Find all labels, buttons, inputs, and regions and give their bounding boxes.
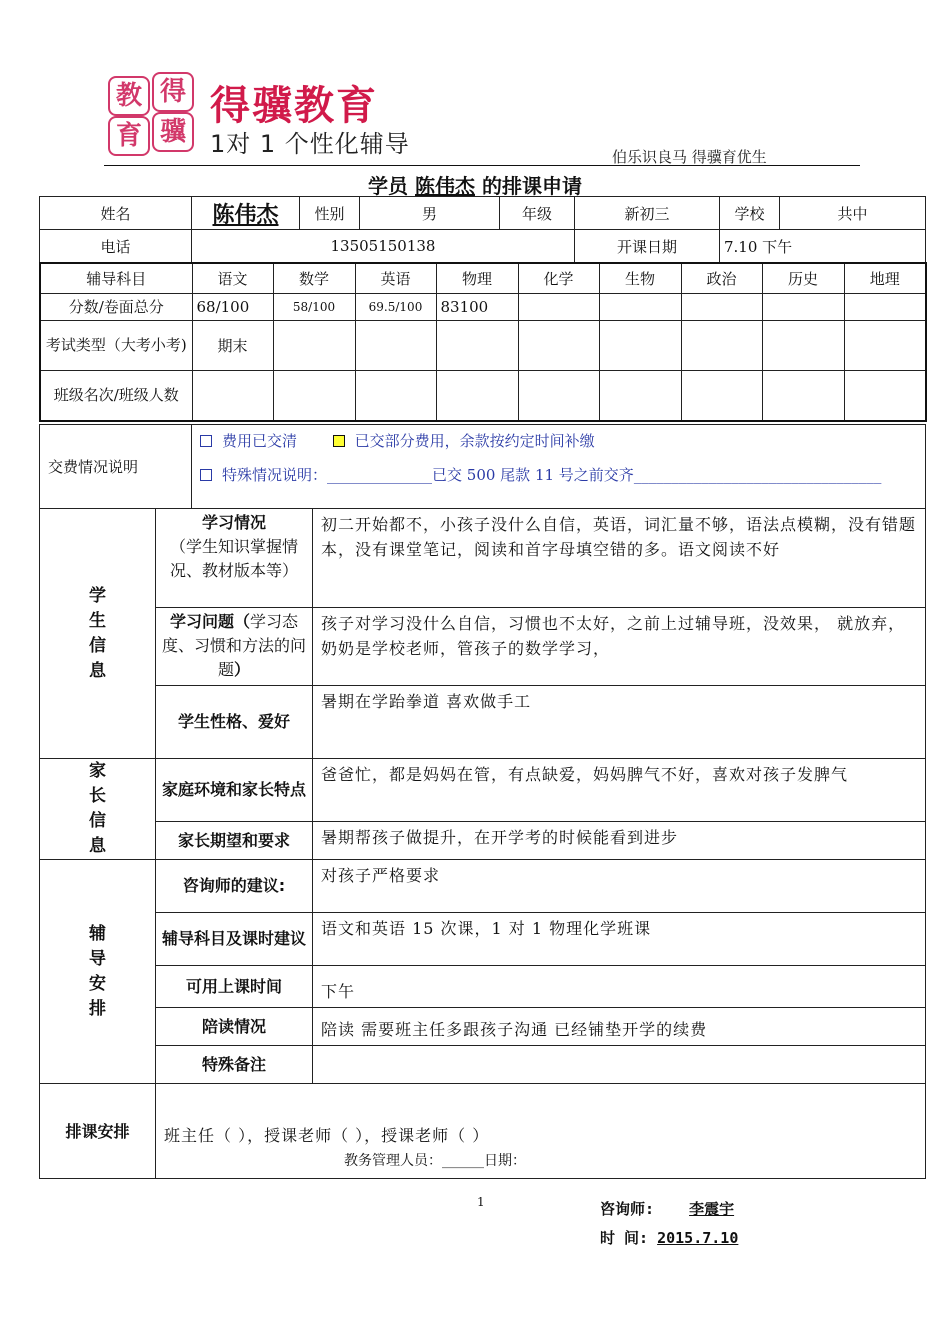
section-char: 家 [89,761,106,781]
rank-cell [518,370,599,421]
subject-name: 物理 [436,263,518,293]
brand-subtitle: 1对 1 个性化辅导 [210,130,410,158]
student-name-text: 陈伟杰 [212,202,279,228]
seal-char: 教 [108,76,150,116]
subject-name: 历史 [762,263,844,293]
fee-blank: _________________________________ [633,466,882,484]
fee-partial-checkbox[interactable] [333,435,345,447]
section-char: 辅 [89,923,106,944]
score-cell: 58/100 [273,293,355,320]
exam-type-cell [518,320,599,370]
rank-cell [681,370,762,421]
section-char: 息 [89,660,106,681]
rank-cell [436,370,518,421]
start-date-label: 开课日期 [575,230,720,263]
section-char: 长 [89,786,106,806]
scores-row [40,293,926,320]
brand-name: 得骥教育 [210,83,378,129]
problem-label-end: ） [234,660,251,679]
section-char: 生 [89,610,106,631]
title-student-name: 陈伟杰 [415,174,475,198]
fee-label: 交费情况说明 [40,425,192,509]
fee-special-text: 已交 500 尾款 11 号之前交齐 [432,466,634,484]
arrangement-section-label [40,860,156,1084]
available-time-label: 可用上课时间 [156,966,313,1008]
subject-hours-value: 语文和英语 15 次课，1 对 1 物理化学班课 [313,913,926,966]
seal-char: 得 [152,72,194,112]
study-situation-label [156,509,313,608]
remark-label: 特殊备注 [156,1046,313,1084]
school-value: 共中 [780,197,926,230]
schedule-admin [164,1148,917,1174]
name-label: 姓名 [40,197,192,230]
admin-blank: ______ [442,1153,484,1169]
exam-type-cell [273,320,355,370]
student-name [192,197,300,230]
time-line [600,1227,738,1248]
fee-special-label: 特殊情况说明： [222,466,328,484]
fee-blank: ______________ [327,466,433,484]
score-cell: 83100 [436,293,518,320]
exam-type-cell: 期末 [192,320,273,370]
fee-options [192,425,926,509]
section-char: 学 [89,585,106,606]
score-cell [599,293,681,320]
fee-option-paid: 费用已交清 [222,432,298,450]
details-table [39,508,926,1179]
gender-label: 性别 [300,197,360,230]
subject-name: 地理 [844,263,926,293]
exam-type-cell [762,320,844,370]
score-label: 分数/卷面总分 [40,293,192,320]
study-problem-value: 孩子对学习没什么自信，习惯也不太好，之前上过辅导班，没效果， 就放弃， 奶奶是学校老师，管孩子的数学学习， [313,608,926,686]
exam-type-cell [355,320,436,370]
problem-label-title: 学习问题（ [169,612,250,631]
subject-name: 英语 [355,263,436,293]
school-label: 学校 [720,197,780,230]
phone-label: 电话 [40,230,192,263]
rank-cell [192,370,273,421]
study-label-note: （学生知识掌握情况、教材版本等） [169,537,298,580]
score-cell: 69.5/100 [355,293,436,320]
parent-expect-label: 家长期望和要求 [156,822,313,860]
document-title [0,170,950,199]
schedule-value [156,1084,926,1179]
header-divider [104,165,860,166]
seal-char: 骥 [152,112,194,152]
date-label: 日期： [484,1153,526,1169]
time-value: 2015.7.10 [657,1229,739,1247]
accompany-value: 陪读 需要班主任多跟孩子沟通 已经铺垫开学的续费 [313,1008,926,1046]
subjects-header-row [40,263,926,293]
fee-special-checkbox[interactable] [200,469,212,481]
grade-label: 年级 [500,197,575,230]
rank-cell [844,370,926,421]
section-char: 信 [89,811,106,831]
consultant-label: 咨询师: [600,1200,655,1218]
rank-cell [599,370,681,421]
basic-info-table [39,196,926,263]
problem-label-note: 学习态度、习惯和方法的问题 [161,612,306,679]
section-char: 安 [89,973,106,994]
rank-label: 班级名次/班级人数 [40,370,192,421]
family-env-label: 家庭环境和家长特点 [156,759,313,822]
score-cell [518,293,599,320]
rank-row [40,370,926,421]
study-situation-value: 初二开始都不，小孩子没什么自信，英语，词汇量不够，语法点模糊，没有错题本，没有课堂笔记，阅读和首字母填空错的多。语文阅读不好 [313,509,926,608]
score-cell [681,293,762,320]
section-char: 排 [89,998,106,1019]
logo-seal [108,72,194,154]
advice-value: 对孩子严格要求 [313,860,926,913]
grade-value: 新初三 [575,197,720,230]
study-problem-label [156,608,313,686]
exam-type-row [40,320,926,370]
seal-char: 育 [108,116,150,156]
advice-label: 咨询师的建议: [156,860,313,913]
fee-option-partial: 已交部分费用，余款按约定时间补缴 [354,432,595,450]
parent-expect-value: 暑期帮孩子做提升，在开学考的时候能看到进步 [313,822,926,860]
page-number: 1 [477,1195,485,1209]
character-label: 学生性格、爱好 [156,686,313,759]
start-date-value: 7.10 下午 [720,230,926,263]
exam-type-label: 考试类型（大考小考) [40,320,192,370]
rank-cell [355,370,436,421]
subject-name: 化学 [518,263,599,293]
remark-value [313,1046,926,1084]
accompany-label: 陪读情况 [156,1008,313,1046]
score-cell: 68/100 [192,293,273,320]
phone-value: 13505150138 [192,230,575,263]
available-time-value: 下午 [313,966,926,1008]
family-env-value: 爸爸忙，都是妈妈在管，有点缺爱，妈妈脾气不好，喜欢对孩子发脾气 [313,759,926,822]
rank-cell [762,370,844,421]
subjects-table [39,262,927,422]
motto: 伯乐识良马 得骥育优生 [612,148,767,166]
section-char: 息 [89,836,106,856]
section-char: 导 [89,948,106,969]
subject-header-label: 辅导科目 [40,263,192,293]
schedule-teachers: 班主任（ ），授课老师（ ），授课老师（ ） [164,1126,490,1145]
consultant-name: 李震宇 [689,1200,735,1218]
gender-value: 男 [360,197,500,230]
exam-type-cell [844,320,926,370]
subject-hours-label: 辅导科目及课时建议 [156,913,313,966]
score-cell [844,293,926,320]
subject-name: 政治 [681,263,762,293]
schedule-label: 排课安排 [40,1084,156,1179]
subject-name: 语文 [192,263,273,293]
study-label-title: 学习情况 [201,513,266,532]
character-value: 暑期在学跆拳道 喜欢做手工 [313,686,926,759]
title-prefix: 学员 [368,174,415,198]
subject-name: 数学 [273,263,355,293]
title-suffix: 的排课申请 [475,174,582,198]
exam-type-cell [681,320,762,370]
fee-table [39,424,926,509]
subject-name: 生物 [599,263,681,293]
section-char: 信 [89,635,106,656]
time-label: 时 间: [600,1229,649,1247]
score-cell [762,293,844,320]
consultant-line [600,1198,734,1219]
exam-type-cell [599,320,681,370]
student-info-section-label [40,509,156,759]
admin-label: 教务管理人员： [344,1153,442,1169]
rank-cell [273,370,355,421]
fee-paid-checkbox[interactable] [200,435,212,447]
exam-type-cell [436,320,518,370]
parent-info-section-label [40,759,156,860]
